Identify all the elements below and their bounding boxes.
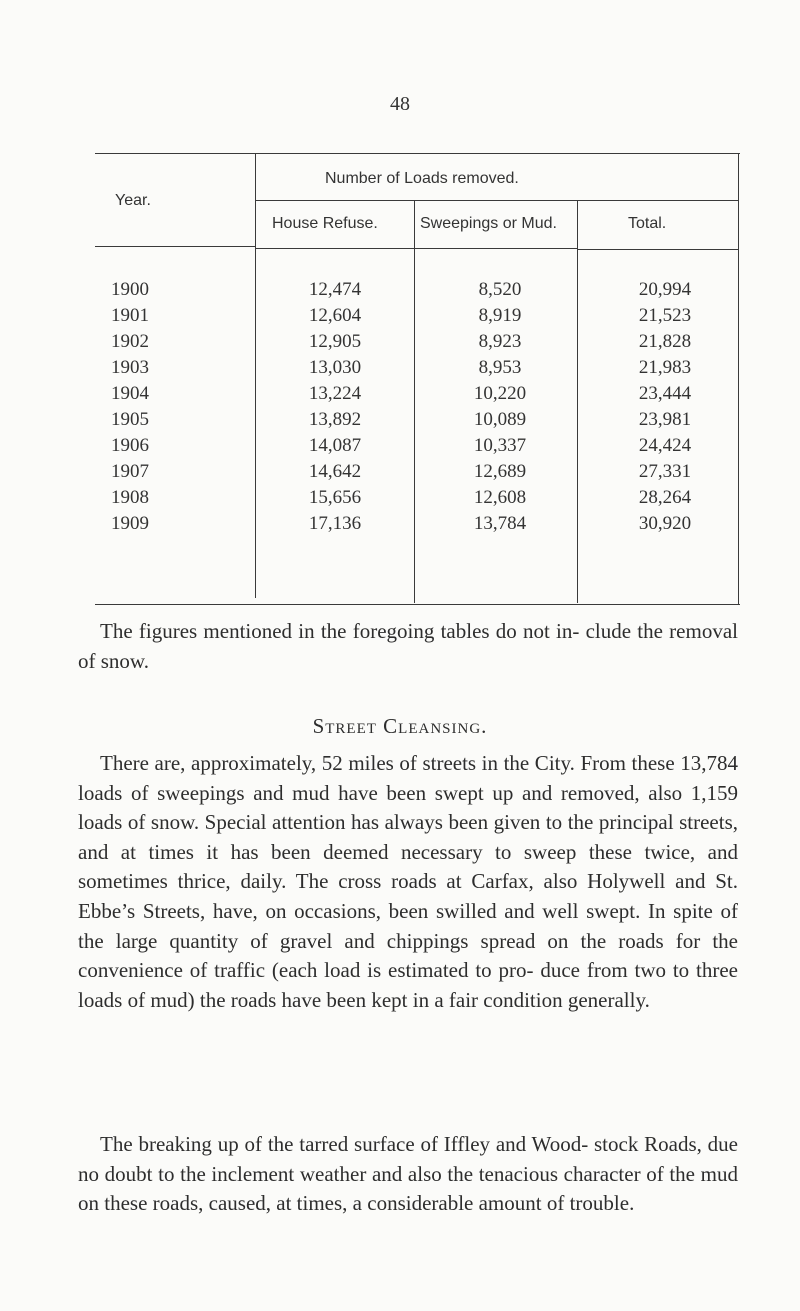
table-note: The figures mentioned in the foregoing tables do not in- clude the removal of snow. [78,619,738,673]
header-year: Year. [115,192,151,209]
header-number-of-loads: Number of Loads removed. [325,170,519,187]
table-row [95,357,740,383]
cell-sweepings: 12,689 [473,461,527,482]
table-bottom-rule [95,604,740,605]
cell-house-refuse: 17,136 [308,513,362,534]
cell-total: 21,523 [638,305,692,326]
table-row [95,409,740,435]
cell-house-refuse: 13,224 [308,383,362,404]
cell-year: 1900 [111,279,149,300]
cell-house-refuse: 12,905 [308,331,362,352]
cell-house-refuse: 13,892 [308,409,362,430]
table-header-bottom-rule-total [578,249,738,250]
cell-sweepings: 12,608 [473,487,527,508]
table-row [95,435,740,461]
cell-sweepings: 13,784 [473,513,527,534]
cell-sweepings: 10,089 [473,409,527,430]
table-header-bottom-rule-house [256,248,414,249]
table-row [95,383,740,409]
cell-total: 30,920 [638,513,692,534]
header-sweepings-or-mud: Sweepings or Mud. [420,215,557,232]
cell-total: 24,424 [638,435,692,456]
cell-year: 1902 [111,331,149,352]
cell-sweepings: 10,337 [473,435,527,456]
cell-house-refuse: 13,030 [308,357,362,378]
cell-sweepings: 8,520 [478,279,522,300]
cell-year: 1906 [111,435,149,456]
table-top-rule [95,153,740,154]
table-row [95,461,740,487]
cell-total: 28,264 [638,487,692,508]
page-number: 48 [390,93,410,115]
table-body [95,279,740,539]
cell-sweepings: 8,923 [478,331,522,352]
cell-year: 1905 [111,409,149,430]
cell-total: 20,994 [638,279,692,300]
cell-total: 23,981 [638,409,692,430]
cell-house-refuse: 12,474 [308,279,362,300]
cell-total: 23,444 [638,383,692,404]
cell-year: 1907 [111,461,149,482]
header-total: Total. [628,215,667,232]
section-heading: Street Cleansing. [312,714,488,738]
table-row [95,331,740,357]
table-header-bottom-rule-year [95,246,255,247]
cell-house-refuse: 14,642 [308,461,362,482]
cell-sweepings: 8,953 [478,357,522,378]
cell-year: 1909 [111,513,149,534]
cell-house-refuse: 14,087 [308,435,362,456]
cell-sweepings: 10,220 [473,383,527,404]
cell-house-refuse: 15,656 [308,487,362,508]
body-paragraph-1: There are, approximately, 52 miles of streets in the City. From these 13,784 loads of sweepings and mud have been swept up and removed, also 1,159 loads of snow. Special attention has always been given to the principal streets, and at times it has been deemed necessary to sweep these twice, and sometimes thrice, daily. The cross roads at Carfax, also Holywell and St. Ebbe’s Streets, have, on occasions, been swilled and well swept. In spite of the large quantity of gravel and chippings spread on the roads for the convenience of traffic (each load is estimated to pro- duce from two to three loads of mud) the roads have been kept in a fair condition generally. [78,751,738,1012]
cell-sweepings: 8,919 [478,305,522,326]
cell-year: 1903 [111,357,149,378]
cell-total: 21,828 [638,331,692,352]
cell-total: 21,983 [638,357,692,378]
cell-total: 27,331 [638,461,692,482]
table-row [95,305,740,331]
table-row [95,513,740,539]
table-header-bottom-rule-sweep [415,248,577,249]
table-row [95,487,740,513]
table-row [95,279,740,305]
cell-year: 1901 [111,305,149,326]
cell-year: 1908 [111,487,149,508]
cell-house-refuse: 12,604 [308,305,362,326]
header-house-refuse: House Refuse. [272,215,378,232]
table-header-subrule [256,200,738,201]
body-paragraph-2: The breaking up of the tarred surface of Iffley and Wood- stock Roads, due no doubt to the inclement weather and also the tenacious character of the mud on these roads, caused, at times, a considerable amount of trouble. [78,1132,738,1216]
cell-year: 1904 [111,383,149,404]
